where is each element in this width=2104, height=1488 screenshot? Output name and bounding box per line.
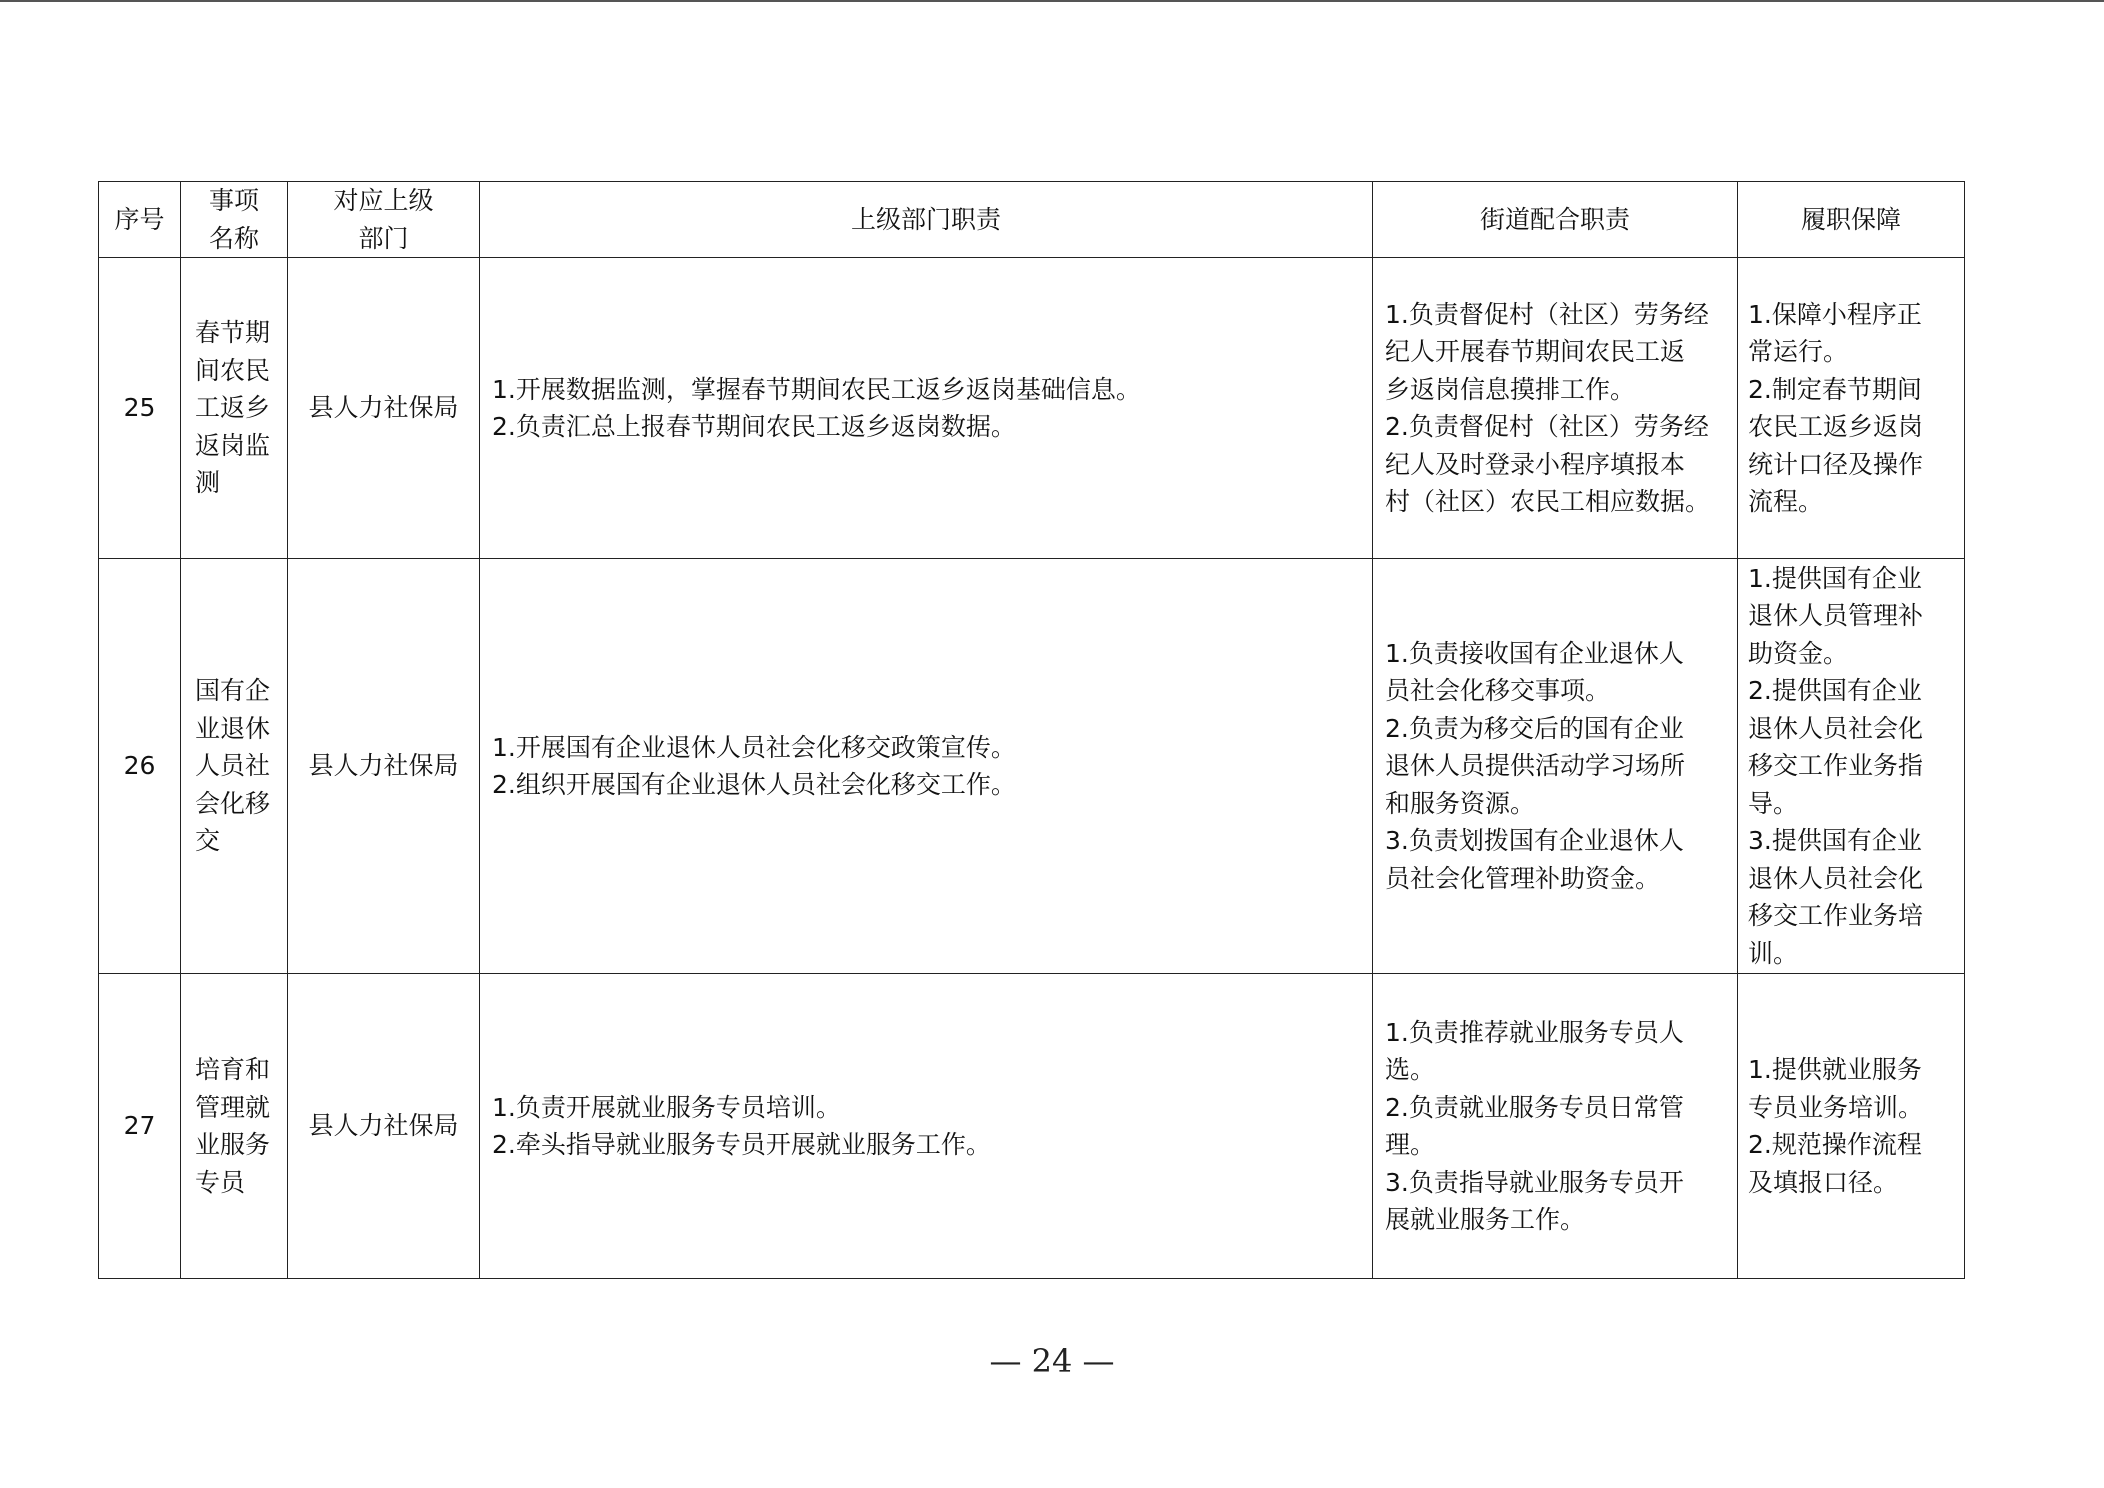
coop-line: 退休人员提供活动学习场所 <box>1385 751 1686 781</box>
coop-line: 员社会化管理补助资金。 <box>1385 863 1661 893</box>
coop-line: 1.负责推荐就业服务专员人 <box>1385 1017 1684 1047</box>
guarantee-line: 移交工作业务指 <box>1748 751 1924 781</box>
coop-line: 1.负责督促村（社区）劳务经 <box>1385 299 1709 329</box>
table-row <box>99 559 1965 974</box>
header-item-name-line: 事项 <box>208 186 259 215</box>
subdistrict-duties-cell <box>1373 974 1738 1279</box>
department-cell: 县人力社保局 <box>288 559 480 974</box>
guarantee-line: 助资金。 <box>1748 638 1849 668</box>
guarantee-line: 流程。 <box>1748 487 1824 516</box>
guarantee-line: 移交工作业务培 <box>1748 901 1924 931</box>
guarantee-line: 常运行。 <box>1748 337 1849 366</box>
item-name-cell <box>181 974 288 1279</box>
coop-line: 2.负责为移交后的国有企业 <box>1385 713 1684 743</box>
guarantee-line: 农民工返乡返岗 <box>1748 412 1924 441</box>
coop-line: 1.负责接收国有企业退休人 <box>1385 638 1684 668</box>
header-item-name-line: 名称 <box>208 223 259 253</box>
serial-number-cell: 26 <box>99 559 181 974</box>
guarantee-line: 退休人员社会化 <box>1748 713 1924 743</box>
item-name-line: 春节期 <box>195 318 271 348</box>
guarantee-line: 2.提供国有企业 <box>1748 676 1922 706</box>
item-name-line: 培育和 <box>195 1055 271 1084</box>
item-name-line: 返岗监 <box>195 430 271 460</box>
duty-line: 1.开展国有企业退休人员社会化移交政策宣传。 <box>492 732 1016 762</box>
guarantee-line: 统计口径及操作 <box>1748 449 1924 479</box>
guarantee-line: 退休人员管理补 <box>1748 601 1924 631</box>
coop-line: 纪人开展春节期间农民工返 <box>1385 337 1686 366</box>
guarantee-line: 训。 <box>1748 938 1799 968</box>
duty-line: 1.开展数据监测，掌握春节期间农民工返乡返岗基础信息。 <box>492 374 1141 404</box>
serial-number-cell: 25 <box>99 258 181 559</box>
item-name-line: 工返乡 <box>195 393 271 423</box>
subdistrict-duties-cell <box>1373 258 1738 559</box>
coop-line: 展就业服务工作。 <box>1385 1205 1586 1234</box>
coop-line: 理。 <box>1385 1130 1436 1159</box>
duty-line: 2.牵头指导就业服务专员开展就业服务工作。 <box>492 1130 991 1159</box>
subdistrict-duties-cell <box>1373 559 1738 974</box>
table-row <box>99 258 1965 559</box>
item-name-line: 间农民 <box>195 355 271 385</box>
header-superior-department-line: 对应上级 <box>333 186 434 215</box>
guarantee-line: 退休人员社会化 <box>1748 863 1924 893</box>
item-name-cell <box>181 258 288 559</box>
guarantee-cell <box>1738 974 1965 1279</box>
guarantee-cell <box>1738 559 1965 974</box>
header-serial-number: 序号 <box>99 182 181 258</box>
coop-line: 和服务资源。 <box>1385 788 1536 818</box>
item-name-line: 管理就 <box>195 1092 271 1122</box>
header-item-name <box>181 182 288 258</box>
responsibility-table <box>98 181 1965 1279</box>
guarantee-line: 1.提供就业服务 <box>1748 1055 1922 1084</box>
item-name-line: 会化移 <box>195 788 271 818</box>
header-superior-department <box>288 182 480 258</box>
guarantee-line: 1.提供国有企业 <box>1748 563 1922 593</box>
coop-line: 纪人及时登录小程序填报本 <box>1385 449 1686 479</box>
item-name-line: 交 <box>195 826 221 856</box>
guarantee-line: 1.保障小程序正 <box>1748 299 1922 329</box>
superior-duties-cell <box>480 974 1373 1279</box>
coop-line: 2.负责督促村（社区）劳务经 <box>1385 412 1709 441</box>
guarantee-cell <box>1738 258 1965 559</box>
superior-duties-cell <box>480 258 1373 559</box>
header-subdistrict-duties: 街道配合职责 <box>1373 182 1738 258</box>
serial-number-cell: 27 <box>99 974 181 1279</box>
coop-line: 员社会化移交事项。 <box>1385 676 1611 706</box>
coop-line: 2.负责就业服务专员日常管 <box>1385 1092 1684 1122</box>
duty-line: 2.组织开展国有企业退休人员社会化移交工作。 <box>492 770 1016 799</box>
top-border-line <box>0 0 2104 2</box>
guarantee-line: 2.规范操作流程 <box>1748 1130 1922 1159</box>
item-name-line: 专员 <box>195 1167 246 1197</box>
header-superior-department-line: 部门 <box>358 223 409 253</box>
department-cell: 县人力社保局 <box>288 974 480 1279</box>
item-name-cell <box>181 559 288 974</box>
guarantee-line: 2.制定春节期间 <box>1748 374 1922 404</box>
guarantee-line: 专员业务培训。 <box>1748 1092 1924 1122</box>
item-name-line: 业退休 <box>195 713 271 743</box>
coop-line: 选。 <box>1385 1055 1436 1084</box>
table-header-row <box>99 182 1965 258</box>
guarantee-line: 导。 <box>1748 788 1799 818</box>
coop-line: 乡返岗信息摸排工作。 <box>1385 374 1636 404</box>
page-number: — 24 — <box>989 1342 1115 1380</box>
department-cell: 县人力社保局 <box>288 258 480 559</box>
header-superior-duties: 上级部门职责 <box>480 182 1373 258</box>
coop-line: 3.负责指导就业服务专员开 <box>1385 1167 1684 1197</box>
duty-line: 1.负责开展就业服务专员培训。 <box>492 1092 841 1122</box>
item-name-line: 人员社 <box>195 751 271 781</box>
superior-duties-cell <box>480 559 1373 974</box>
header-guarantee: 履职保障 <box>1738 182 1965 258</box>
coop-line: 村（社区）农民工相应数据。 <box>1385 487 1711 516</box>
coop-line: 3.负责划拨国有企业退休人 <box>1385 826 1684 856</box>
item-name-line: 业服务 <box>195 1130 271 1159</box>
table-row <box>99 974 1965 1279</box>
item-name-line: 测 <box>195 468 221 498</box>
guarantee-line: 3.提供国有企业 <box>1748 826 1922 856</box>
item-name-line: 国有企 <box>195 676 271 706</box>
duty-line: 2.负责汇总上报春节期间农民工返乡返岗数据。 <box>492 412 1016 441</box>
guarantee-line: 及填报口径。 <box>1748 1167 1899 1197</box>
